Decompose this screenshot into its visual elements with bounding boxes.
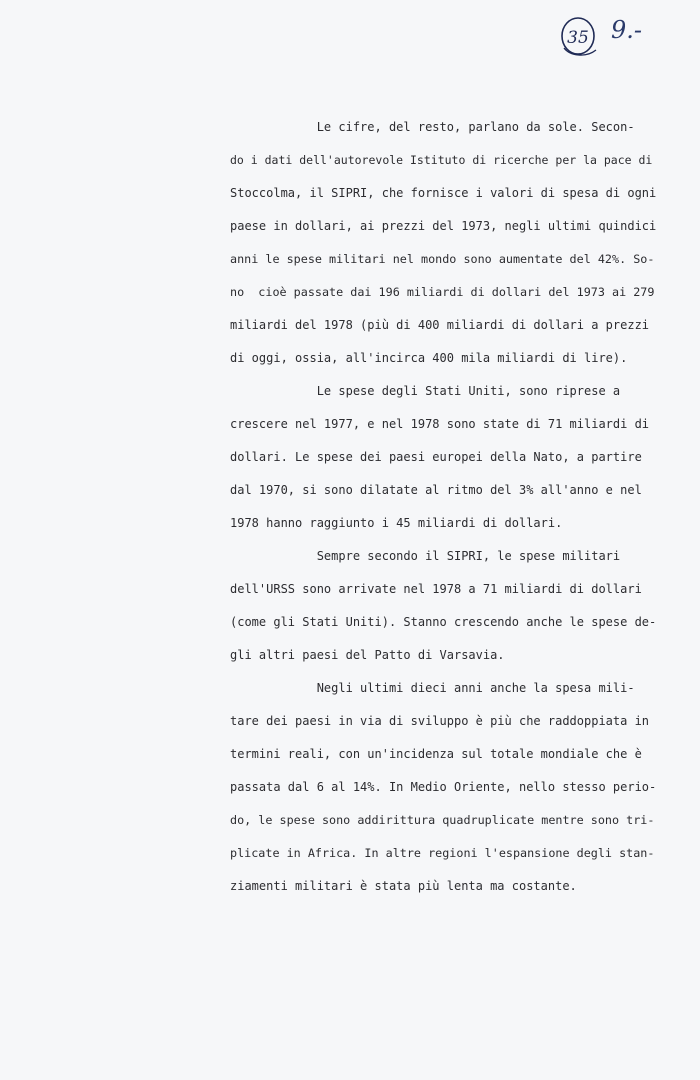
text-line: miliardi del 1978 (più di 400 miliardi di dollari a prezzi [230,318,650,332]
text-line: do i dati dell'autorevole Istituto di ricerche per la pace di [230,153,653,167]
text-line: dollari. Le spese dei paesi europei della Nato, a partire [230,450,642,464]
page-mark: 9.- [611,16,643,44]
text-line: Sempre secondo il SIPRI, le spese militari [230,549,621,563]
text-line: do, le spese sono addirittura quadruplicate mentre sono tri- [230,813,655,827]
page-number-annotation [556,14,676,64]
text-line: Le cifre, del resto, parlano da sole. Secon- [230,120,635,134]
text-line: anni le spese militari nel mondo sono aumentate del 42%. So- [230,252,655,266]
circled-number: 35 [567,28,589,48]
text-line: Negli ultimi dieci anni anche la spesa mili- [230,681,635,695]
text-line: ziamenti militari è stata più lenta ma costante. [230,879,577,893]
text-line: di oggi, ossia, all'incirca 400 mila miliardi di lire). [230,351,628,365]
text-line: dal 1970, si sono dilatate al ritmo del 3% all'anno e nel [230,483,642,497]
text-line: paese in dollari, ai prezzi del 1973, negli ultimi quindici [230,219,657,233]
text-line: termini reali, con un'incidenza sul totale mondiale che è [230,747,642,761]
text-line: plicate in Africa. In altre regioni l'espansione degli stan- [230,846,655,860]
text-line: passata dal 6 al 14%. In Medio Oriente, nello stesso perio- [230,780,657,794]
text-line: Le spese degli Stati Uniti, sono riprese a [230,384,621,398]
text-line: crescere nel 1977, e nel 1978 sono state di 71 miliardi di [230,417,650,431]
circled-number-stamp [556,14,608,60]
text-line: tare dei paesi in via di sviluppo è più che raddoppiata in [230,714,650,728]
text-line: Stoccolma, il SIPRI, che fornisce i valori di spesa di ogni [230,186,657,200]
text-line: (come gli Stati Uniti). Stanno crescendo anche le spese de- [230,615,657,629]
text-line: gli altri paesi del Patto di Varsavia. [230,648,505,662]
text-line: 1978 hanno raggiunto i 45 miliardi di dollari. [230,516,563,530]
text-line: dell'URSS sono arrivate nel 1978 a 71 miliardi di dollari [230,582,642,596]
text-line: no cioè passate dai 196 miliardi di dollari del 1973 ai 279 [230,285,655,299]
